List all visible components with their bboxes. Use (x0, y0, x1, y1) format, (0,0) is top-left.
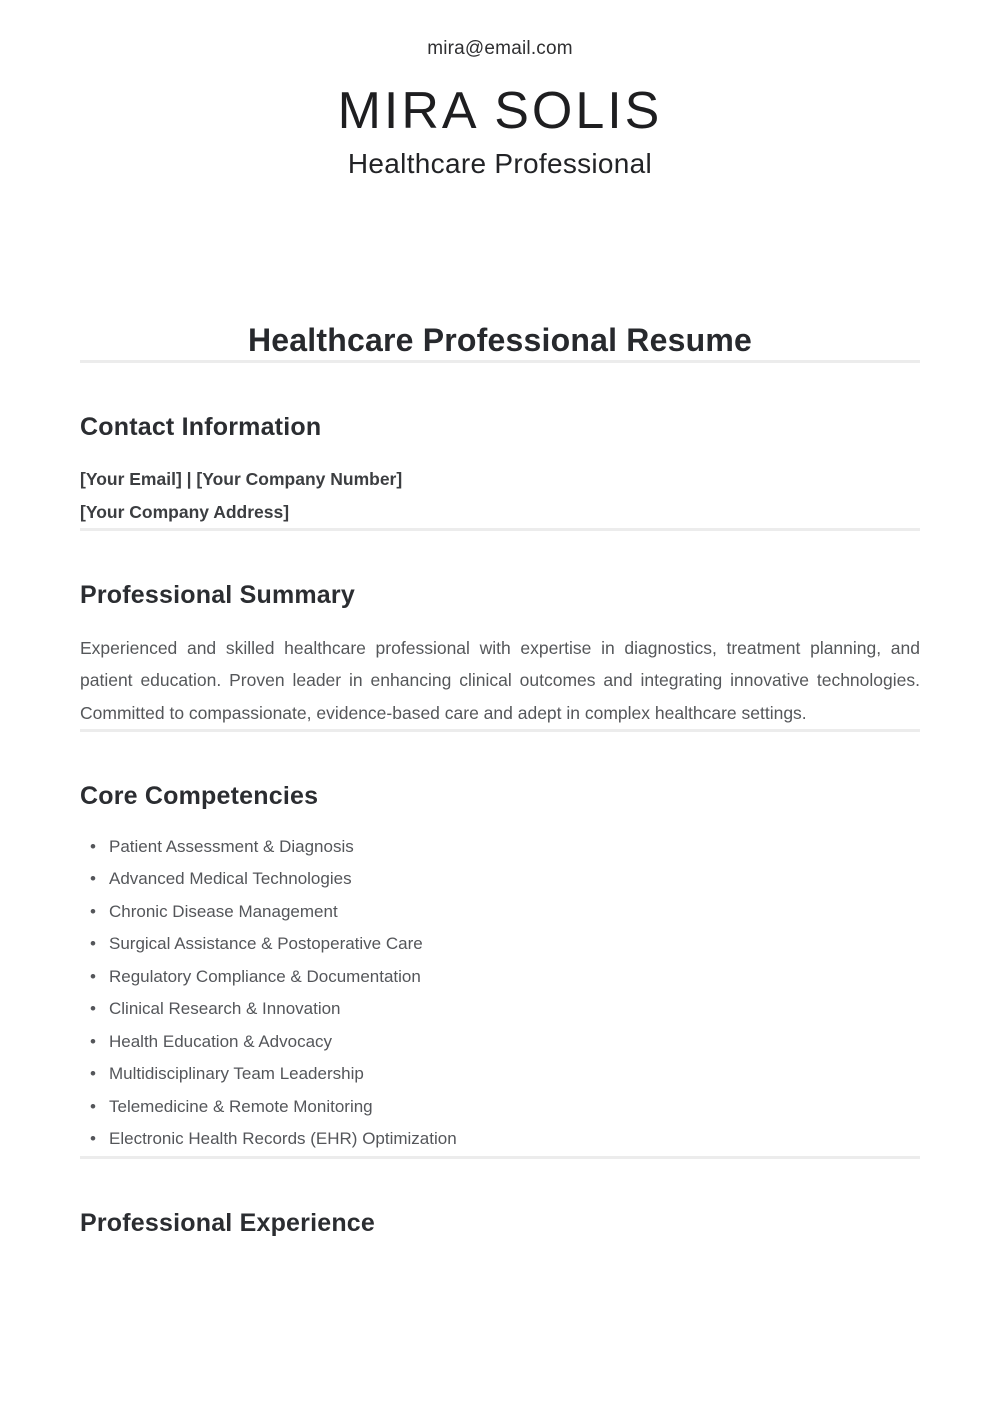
competency-item: • Chronic Disease Management (90, 896, 920, 929)
contact-line-address: [Your Company Address] (80, 501, 290, 522)
competency-item: • Regulatory Compliance & Documentation (90, 961, 920, 994)
email-text: mira@email.com (427, 38, 573, 59)
section-divider (80, 729, 920, 732)
competency-item: • Surgical Assistance & Postoperative Care (90, 928, 920, 961)
competency-item: • Telemedicine & Remote Monitoring (90, 1091, 920, 1124)
section-divider (80, 1156, 920, 1159)
subtitle-text: Healthcare Professional (347, 147, 653, 179)
competency-item: • Multidisciplinary Team Leadership (90, 1058, 920, 1091)
contact-section (80, 411, 920, 529)
competency-item: • Electronic Health Records (EHR) Optimization (90, 1123, 920, 1156)
contact-heading: Contact Information (80, 412, 322, 441)
competencies-section (80, 780, 920, 1156)
competencies-heading: Core Competencies (80, 782, 319, 811)
competency-item: • Patient Assessment & Diagnosis (90, 831, 920, 864)
contact-line-primary: [Your Email] | [Your Company Number] (80, 469, 403, 490)
competency-item: • Clinical Research & Innovation (90, 993, 920, 1026)
experience-section (80, 1207, 920, 1240)
summary-paragraph: Experienced and skilled healthcare professional with expertise in diagnostics, treatment planning, and patient education. Proven leader in enhancing clinical outcomes and integrating innovative technologies. Committed to compassionate, evidence-based care and adept in complex healthcare settings. (80, 637, 920, 723)
contact-lines (80, 463, 920, 528)
summary-section (80, 579, 920, 729)
section-divider (80, 528, 920, 531)
resume-title: Healthcare Professional Resume (248, 321, 752, 358)
section-divider (80, 360, 920, 363)
experience-heading: Professional Experience (80, 1208, 376, 1237)
name-heading: MIRA SOLIS (337, 82, 663, 140)
competencies-list (80, 831, 920, 1156)
competency-item: • Advanced Medical Technologies (90, 863, 920, 896)
competency-item: • Health Education & Advocacy (90, 1026, 920, 1059)
summary-heading: Professional Summary (80, 581, 355, 610)
resume-header (80, 0, 920, 180)
